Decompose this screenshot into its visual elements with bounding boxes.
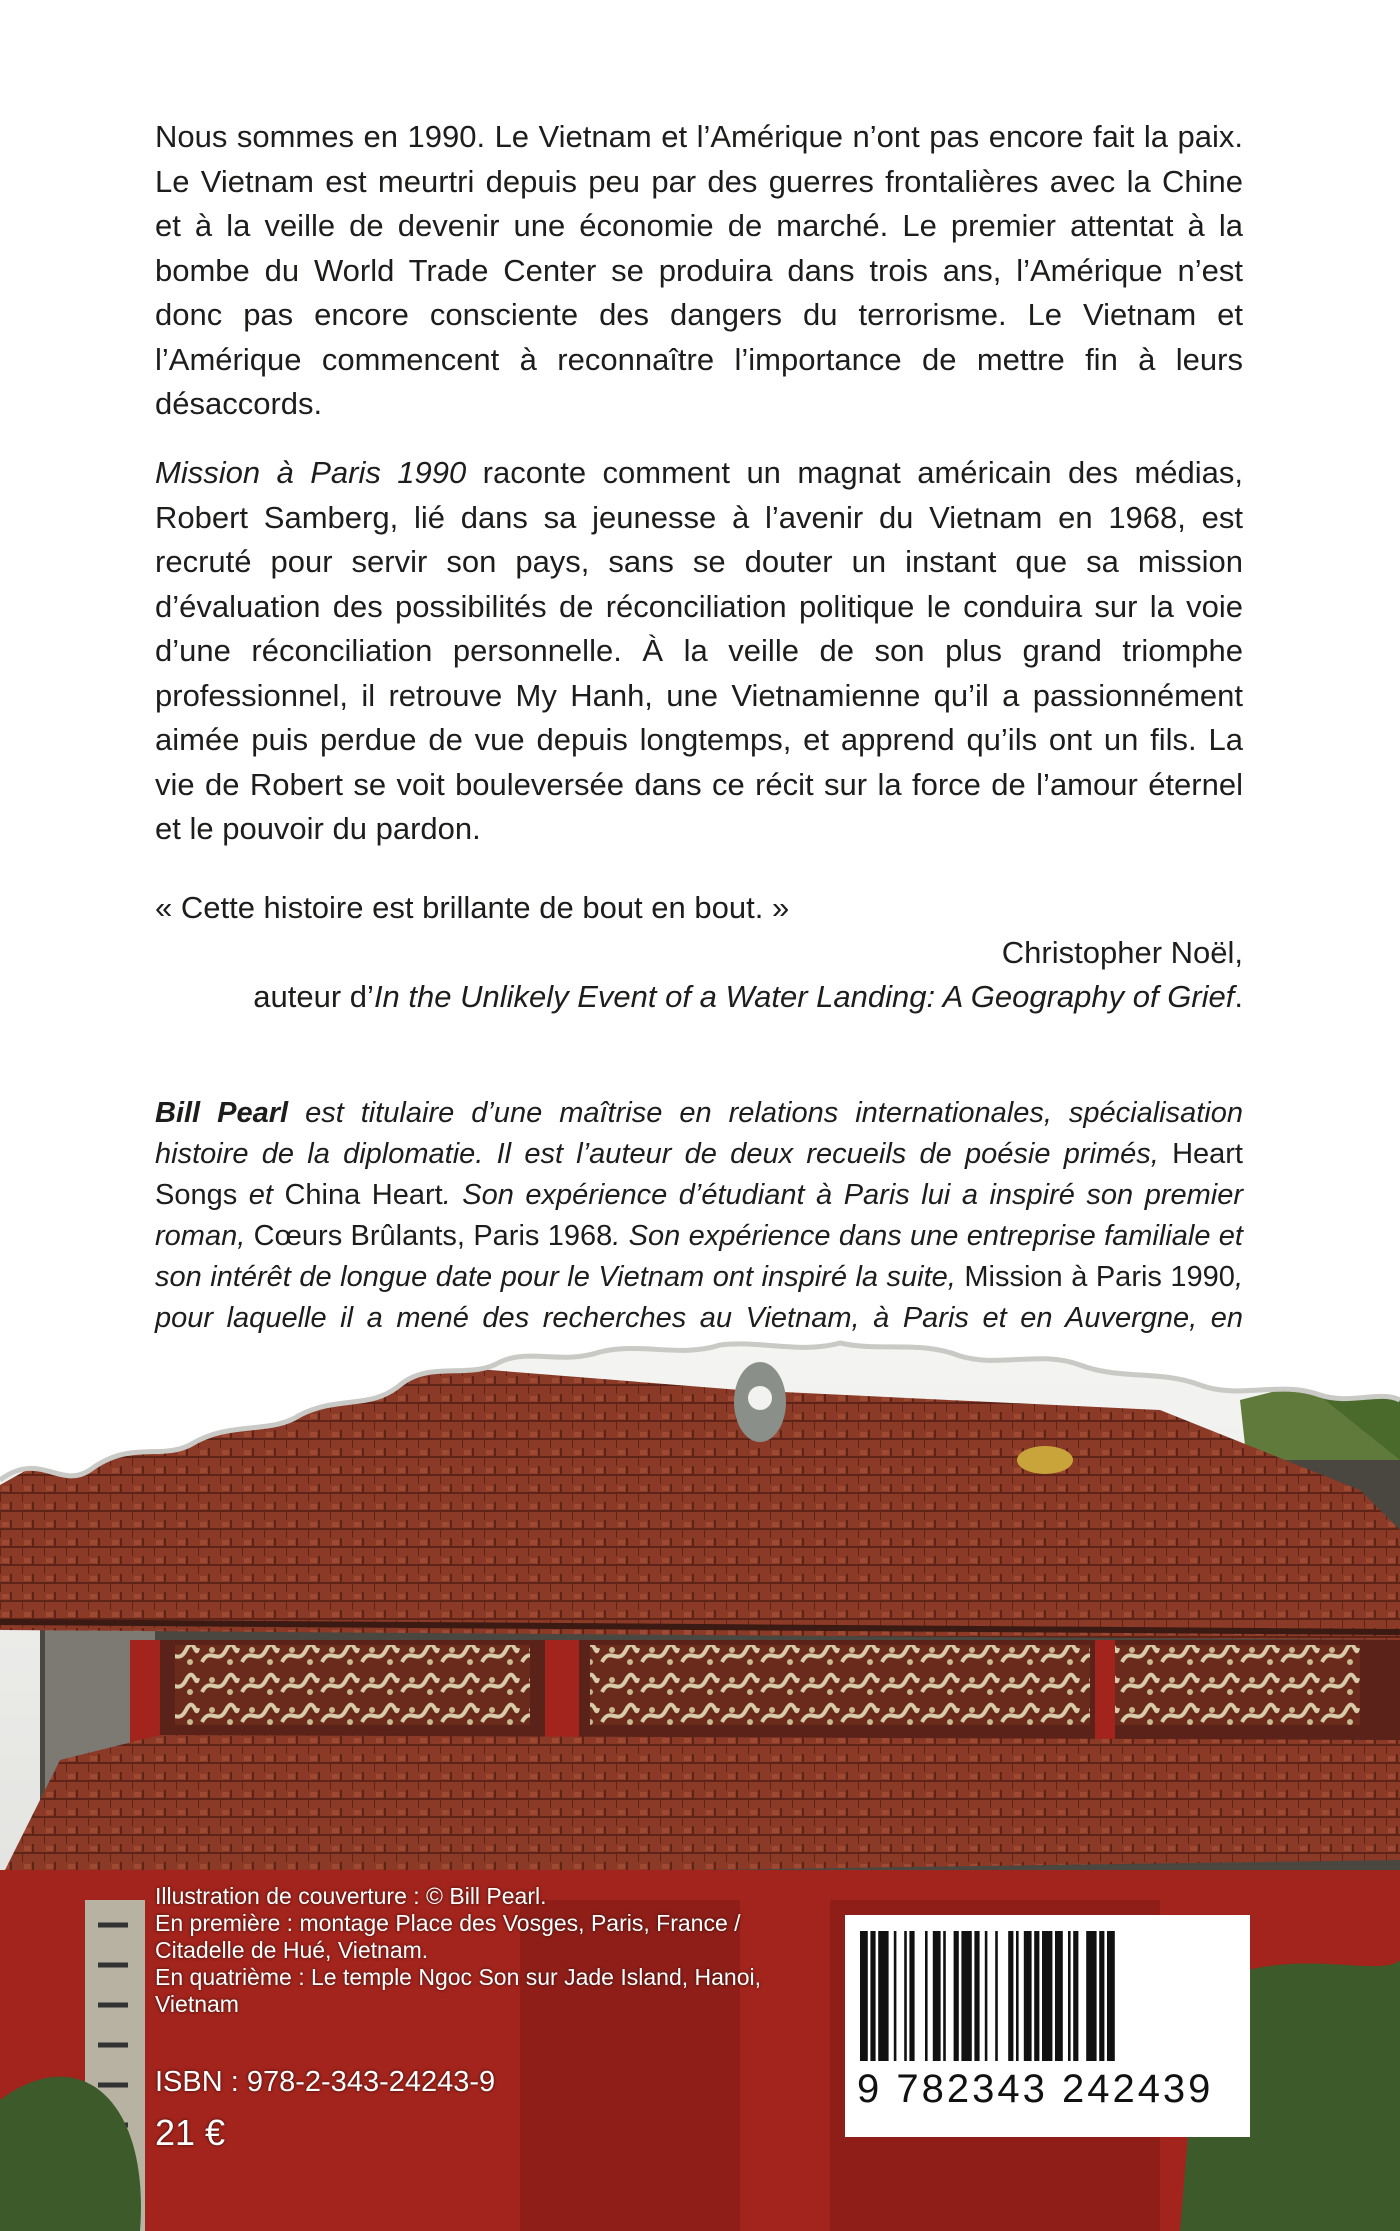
bio-book-3: Cœurs Brûlants, Paris 1968 bbox=[253, 1220, 613, 1252]
blurb-paragraph-2 bbox=[155, 451, 1243, 852]
review-quote: « Cette histoire est brillante de bout en bout. » bbox=[155, 890, 790, 925]
barcode-bar bbox=[943, 1931, 946, 2061]
barcode-bar bbox=[1008, 1931, 1013, 2061]
barcode-bar bbox=[1042, 1931, 1052, 2061]
barcode-bars bbox=[860, 1931, 1235, 2061]
barcode-bar bbox=[933, 1931, 941, 2061]
photo-credits bbox=[155, 1883, 795, 2018]
barcode-bar bbox=[1068, 1931, 1071, 2061]
barcode-bar bbox=[870, 1931, 875, 2061]
bio-book-2: China Heart bbox=[284, 1179, 443, 1211]
barcode-bar bbox=[878, 1931, 888, 2061]
barcode bbox=[845, 1915, 1250, 2137]
bio-book-1: Heart Songs bbox=[155, 1138, 1243, 1211]
barcode-bar bbox=[1034, 1931, 1039, 2061]
barcode-bar bbox=[1024, 1931, 1032, 2061]
credit-line-2: En première : montage Place des Vosges, Paris, France / Citadelle de Hué, Vietnam. bbox=[155, 1910, 741, 1963]
barcode-bar bbox=[1073, 1931, 1078, 2061]
barcode-bar bbox=[995, 1931, 998, 2061]
barcode-bar bbox=[909, 1931, 914, 2061]
barcode-digits: 9 782343 242439 bbox=[857, 2067, 1214, 2111]
isbn: ISBN : 978-2-343-24243-9 bbox=[155, 2066, 496, 2098]
barcode-bar bbox=[954, 1931, 959, 2061]
barcode-bar bbox=[1099, 1931, 1104, 2061]
review-source-title: In the Unlikely Event of a Water Landing: A Geography of Grief bbox=[373, 979, 1235, 1014]
author-bio: Bill Pearl est titulaire d’une maîtrise en relations internationales, spécialisation histoire de la diplomatie. Il est l’auteur de deux recueils de poésie primés, Heart Songs et China Heart. Son expérience d’étudiant à Paris lui a inspiré son premier roman, Cœurs Brûlants, Paris 1968. Son expérience dans une entreprise familiale et son intérêt de longue date pour le Vietnam ont inspiré la suite, Mission à Paris 1990, pour laquelle il a mené des recherches au Vietnam, à Paris et en Auvergne, en bbox=[155, 1097, 1244, 1334]
barcode-bar bbox=[961, 1931, 971, 2061]
review-block bbox=[155, 886, 1243, 1020]
credit-line-1: Illustration de couverture : © Bill Pearl. bbox=[155, 1883, 547, 1909]
barcode-bar bbox=[904, 1931, 907, 2061]
barcode-bar bbox=[925, 1931, 928, 2061]
review-source: auteur d’In the Unlikely Event of a Water Landing: A Geography of Grief. bbox=[253, 979, 1243, 1014]
barcode-bar bbox=[894, 1931, 897, 2061]
author-name: Bill Pearl bbox=[155, 1097, 289, 1129]
barcode-bar bbox=[860, 1931, 868, 2061]
barcode-bar bbox=[1086, 1931, 1096, 2061]
blurb-paragraph-1: Nous sommes en 1990. Le Vietnam et l’Amérique n’ont pas encore fait la paix. Le Vietnam est meurtri depuis peu par des guerres frontalières avec la Chine et à la veille de devenir une économie de marché. Le premier attentat à la bombe du World Trade Center se produira dans trois ans, l’Amérique n’est donc pas encore consciente des dangers du terrorisme. Le Vietnam et l’Amérique commencent à reconnaître l’importance de mettre fin à leurs désaccords. bbox=[155, 119, 1243, 421]
barcode-bar bbox=[974, 1931, 979, 2061]
review-author: Christopher Noël, bbox=[1001, 934, 1243, 970]
barcode-bar bbox=[985, 1931, 988, 2061]
credit-line-3: En quatrième : Le temple Ngoc Son sur Jade Island, Hanoi, Vietnam bbox=[155, 1964, 762, 2017]
barcode-bar bbox=[1107, 1931, 1115, 2061]
price: 21 € bbox=[155, 2112, 226, 2153]
barcode-bar bbox=[1016, 1931, 1019, 2061]
book-title: Mission à Paris 1990 bbox=[155, 455, 467, 490]
bio-book-4: Mission à Paris 1990 bbox=[964, 1261, 1235, 1293]
blurb-paragraph-2-text: raconte comment un magnat américain des médias, Robert Samberg, lié dans sa jeunesse à l’avenir du Vietnam en 1968, est recruté pour servir son pays, sans se douter un instant que sa mission d’évaluation des possibilités de réconciliation politique le conduira sur la voie d’une réconciliation personnelle. À la veille de son plus grand triomphe professionnel, il retrouve My Hanh, une Vietnamienne qu’il a passionnément aimée puis perdue de vue depuis longtemps, et apprend qu’ils ont un fils. La vie de Robert se voit bouleversée dans ce récit sur la force de l’amour éternel et le pouvoir du pardon. bbox=[155, 455, 1243, 846]
barcode-bar bbox=[1055, 1931, 1063, 2061]
